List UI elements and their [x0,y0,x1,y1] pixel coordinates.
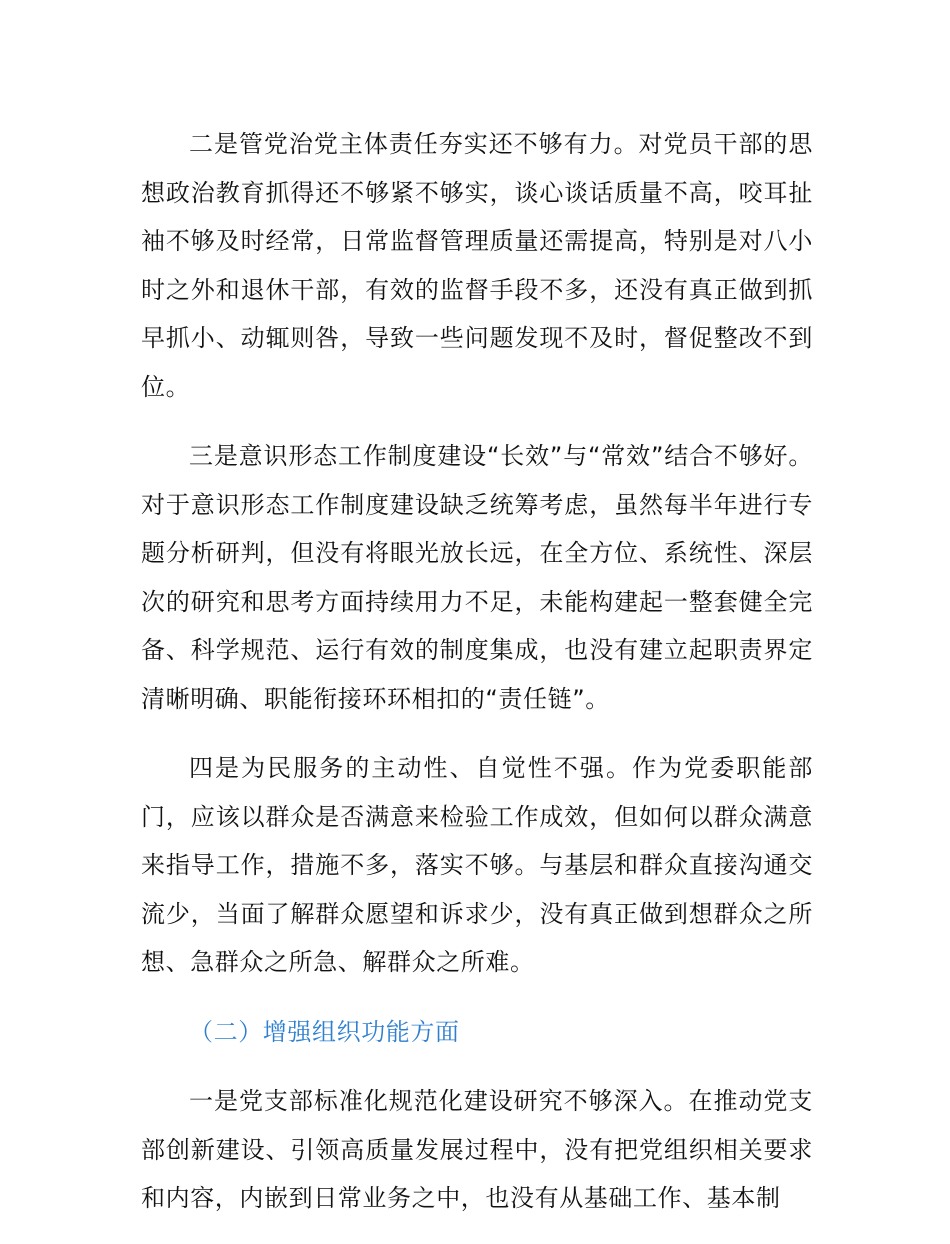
document-body [141,120,813,1244]
paragraph-responsibility: 二是管党治党主体责任夯实还不够有力。对党员干部的思想政治教育抓得还不够紧不够实，谈心谈话质量不高，咬耳扯袖不够及时经常，日常监督管理质量还需提高，特别是对八小时之外和退休干部，有效的监督手段不多，还没有真正做到抓早抓小、动辄则咎，导致一些问题发现不及时，督促整改不到位。 [141,130,813,401]
section-heading: （二）增强组织功能方面 [189,1017,460,1046]
paragraph-public-service: 四是为民服务的主动性、自觉性不强。作为党委职能部门，应该以群众是否满意来检验工作成效，但如何以群众满意来指导工作，措施不多，落实不够。与基层和群众直接沟通交流少，当面了解群众愿望和诉求少，没有真正做到想群众之所想、急群众之所急、解群众之所难。 [141,754,813,976]
paragraph-ideology-system: 三是意识形态工作制度建设“长效”与“常效”结合不够好。对于意识形态工作制度建设缺乏统筹考虑，虽然每半年进行专题分析研判，但没有将眼光放长远，在全方位、系统性、深层次的研究和思考方面持续用力不足，未能构建起一整套健全完备、科学规范、运行有效的制度集成，也没有建立起职责界定清晰明确、职能衔接环环相扣的“责任链”。 [141,442,813,713]
paragraph-branch-standardization: 一是党支部标准化规范化建设研究不够深入。在推动党支部创新建设、引领高质量发展过程中，没有把党组织相关要求和内容，内嵌到日常业务之中，也没有从基础工作、基本制 [141,1087,813,1212]
